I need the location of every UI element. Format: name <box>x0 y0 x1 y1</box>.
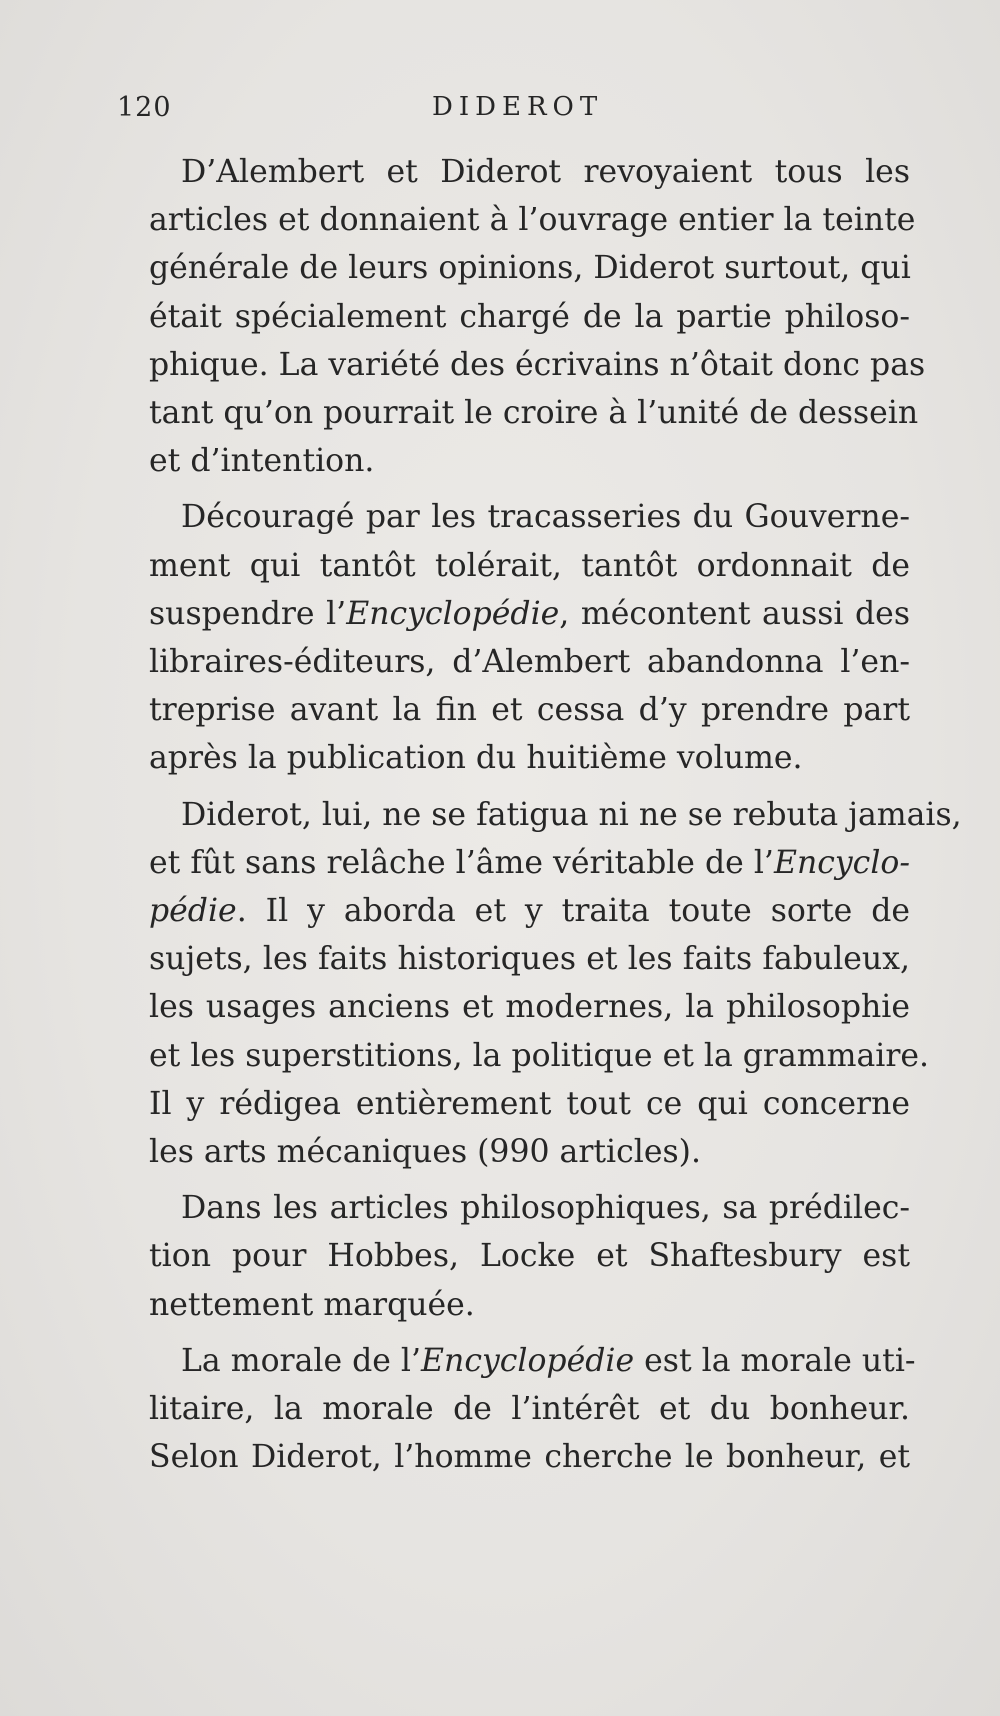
text-line: ment qui tantôt tolérait, tantôt ordonnait de <box>149 547 910 584</box>
italic-title: Encyclopédie <box>421 1342 635 1379</box>
text-run: . Il y aborda et y traita toute sorte de <box>236 893 910 930</box>
paragraph-3 <box>117 791 962 1177</box>
text-line: D’Alembert et Diderot revoyaient tous les <box>181 154 910 190</box>
page-number: 120 <box>117 92 172 123</box>
text-line <box>117 590 910 638</box>
text-line: tion pour Hobbes, Locke et Shaftesbury est <box>149 1238 910 1275</box>
body-text <box>117 148 962 1481</box>
text-line: Découragé par les tracasseries du Gouverne- <box>181 499 910 536</box>
text-line: nettement marquée. <box>149 1286 475 1323</box>
text-line: et d’intention. <box>149 443 375 480</box>
text-line: après la publication du huitième volume. <box>149 740 803 777</box>
paragraph-1 <box>117 148 926 485</box>
text-line: tant qu’on pourrait le croire à l’unité de dessein <box>149 395 919 432</box>
text-line: treprise avant la fin et cessa d’y prendre part <box>149 692 910 729</box>
text-line: articles et donnaient à l’ouvrage entier la teinte <box>149 202 916 239</box>
text-line: Selon Diderot, l’homme cherche le bonheur, et <box>149 1439 910 1476</box>
text-run: et fût sans relâche l’âme véritable de l’ <box>149 844 774 881</box>
paragraph-5 <box>117 1337 916 1482</box>
text-line: les arts mécaniques (990 articles). <box>149 1134 701 1171</box>
text-line: était spécialement chargé de la partie philoso- <box>149 298 910 335</box>
text-run: suspendre l’ <box>149 595 347 632</box>
text-line <box>117 839 910 887</box>
paragraph-2 <box>117 493 910 782</box>
text-line: phique. La variété des écrivains n’ôtait donc pas <box>149 346 926 383</box>
paragraph-4 <box>117 1184 910 1329</box>
italic-title: Encyclo- <box>773 844 910 881</box>
text-line: générale de leurs opinions, Diderot surtout, qui <box>149 250 911 287</box>
text-run: La morale de l’ <box>181 1342 422 1379</box>
text-run: est la morale uti- <box>634 1342 916 1379</box>
text-line: Dans les articles philosophiques, sa prédilec- <box>181 1190 910 1227</box>
text-line: litaire, la morale de l’intérêt et du bonheur. <box>149 1391 910 1428</box>
text-line: Diderot, lui, ne se fatigua ni ne se rebuta jamais, <box>181 796 962 833</box>
running-title: DIDEROT <box>432 92 604 122</box>
text-line <box>117 887 910 935</box>
text-line <box>117 1337 916 1385</box>
text-run: , mécontent aussi des <box>559 595 910 632</box>
text-line: les usages anciens et modernes, la philosophie <box>149 989 910 1026</box>
text-line: sujets, les faits historiques et les faits fabuleux, <box>149 941 910 978</box>
text-line: Il y rédigea entièrement tout ce qui concerne <box>149 1085 910 1122</box>
running-head <box>117 92 918 132</box>
text-line: et les superstitions, la politique et la grammaire. <box>149 1037 930 1074</box>
italic-title: Encyclopédie <box>346 595 560 632</box>
italic-title: pédie <box>149 893 237 930</box>
text-line: libraires-éditeurs, d’Alembert abandonna l’en- <box>149 644 910 681</box>
